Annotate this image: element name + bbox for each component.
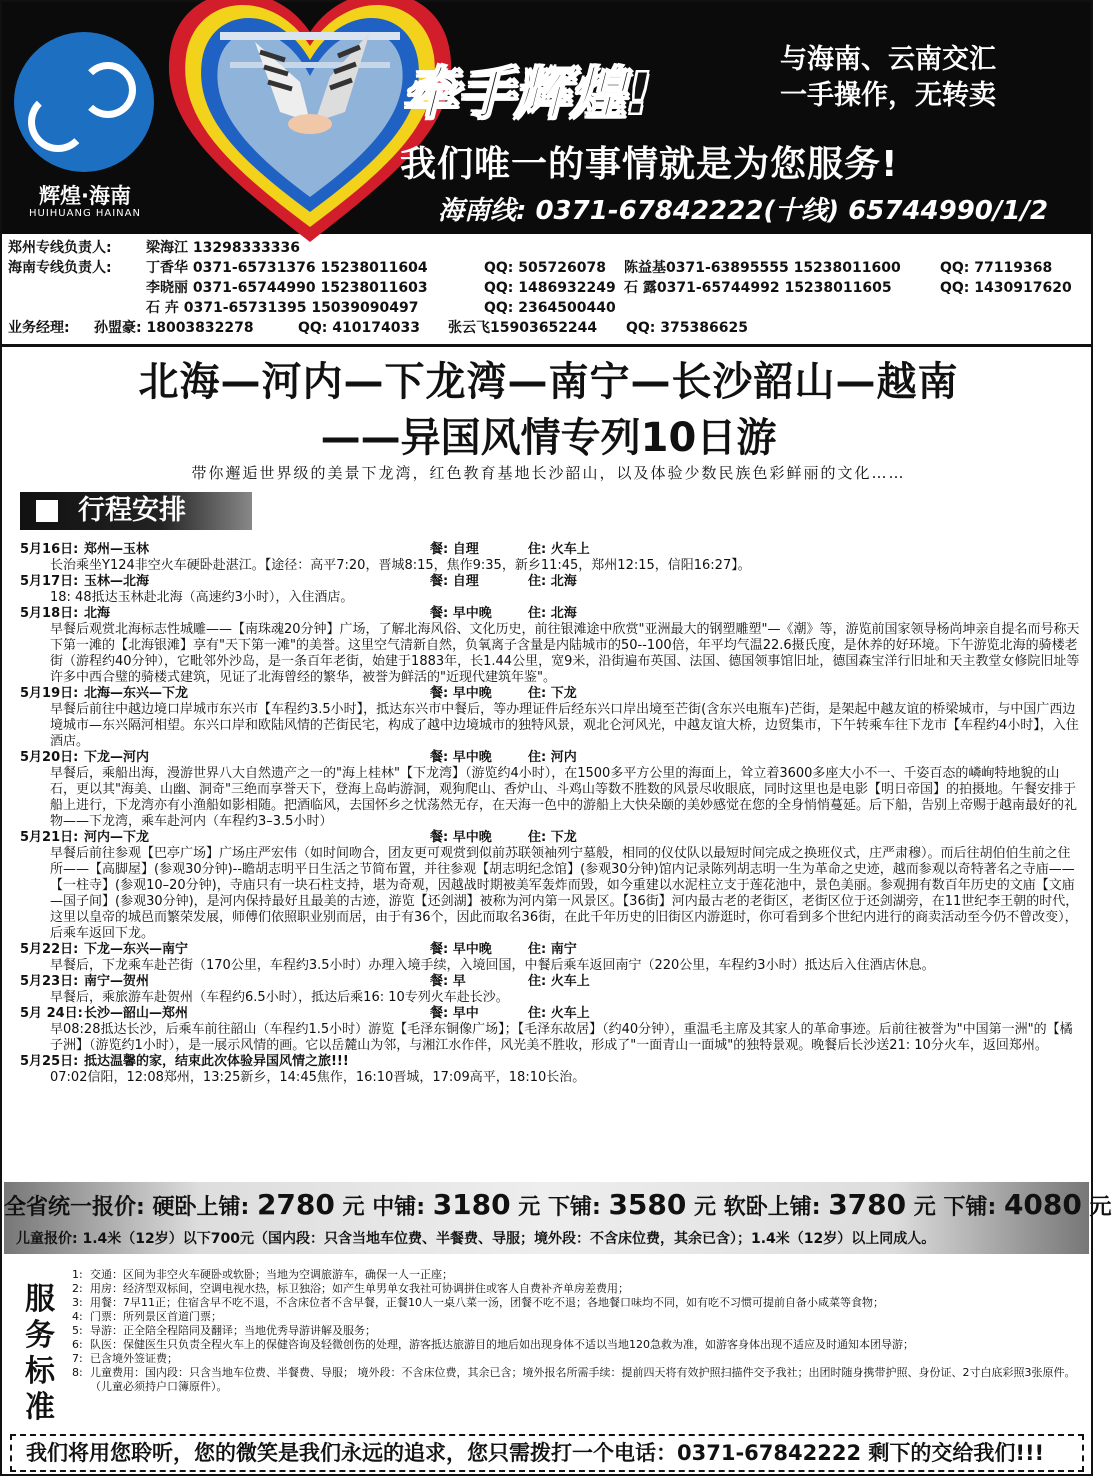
contact-person: 石 卉 0371-65731395 15039090497 — [146, 300, 419, 316]
itinerary-route: 北海—东兴—下龙 — [84, 686, 189, 701]
standard-item-number: 2: — [72, 1282, 83, 1295]
itinerary-meals: 餐: 早中 — [430, 1006, 479, 1021]
logo-subtext: HUIHUANG HAINAN — [29, 208, 141, 219]
service-standard-title — [20, 1282, 60, 1425]
itinerary-route: 郑州—玉林 — [84, 542, 150, 557]
itinerary-date: 5月16日: — [20, 542, 79, 557]
price-label: 元 下铺: — [518, 1195, 601, 1220]
tour-subtitle: ——异国风情专列10日游 — [320, 415, 777, 461]
contacts-block — [8, 238, 1088, 338]
itinerary-day — [20, 606, 1080, 686]
itinerary-stay: 住: 北海 — [528, 574, 577, 589]
itinerary-day-header — [20, 942, 1080, 958]
itinerary-description: 早餐后观赏北海标志性城雕——【南珠魂20分钟】广场，了解北海风俗、文化历史，前往银滩途中欣赏"亚洲最大的钢塑雕塑"—《潮》等，游览前国家领导杨尚坤亲自提名而号称天下第一滩的【北海银滩】享有"天下第一滩"的美誉。这里空气清新自然，负氧离子含量是内陆城市的50--100倍，年平均气温22.6摄氏度，是休养的好环境。下午游览北海的骑楼老街（游程约40分钟），它毗邻外沙岛，是一条百年老街，始建于1883年，长1.44公里，宽9米，沿街遍布英国、法国、德国领事馆旧址，德国森宝洋行旧址和天主教堂女修院旧址等许多中西合璧的骑楼式建筑，见证了北海曾经的繁华，被誉为鲜活的"近现代建筑年鉴"。 — [50, 622, 1080, 685]
service-standard-list — [72, 1268, 1082, 1394]
itinerary-meals: 餐: 自理 — [430, 574, 479, 589]
itinerary-day — [20, 542, 1080, 574]
standard-item — [72, 1282, 1082, 1296]
price-child: 儿童报价: 1.4米（12岁）以下700元（国内段：只含当地车位费、半餐费、导服；境外段：不含床位费，其余已含）；1.4米（12岁）以上同成人。 — [16, 1231, 936, 1247]
itinerary-date: 5月23日: — [20, 974, 79, 989]
price-label: 元 软卧上铺: — [694, 1195, 821, 1220]
standard-item-number: 7: — [72, 1352, 83, 1365]
itinerary-day — [20, 942, 1080, 974]
standard-item-text: 门票：所列景区首道门票； — [90, 1310, 222, 1323]
itinerary-description: 早餐后，乘旅游车赴贺州（车程约6.5小时），抵达后乘16: 10专列火车赴长沙。 — [50, 990, 509, 1005]
standard-item-text: 交通：区间为非空火车硬卧或软卧；当地为空调旅游车，确保一人一正座； — [90, 1268, 453, 1281]
tour-title: 北海—河内—下龙湾—南宁—长沙韶山—越南 — [138, 359, 959, 405]
itinerary-day-header — [20, 830, 1080, 846]
price-label: 元 — [1089, 1195, 1112, 1220]
itinerary-route: 玉林—北海 — [84, 574, 150, 589]
square-bullet-icon — [36, 500, 58, 522]
standard-item — [72, 1338, 1082, 1352]
price-label: 元 中铺: — [342, 1195, 426, 1220]
itinerary-date: 5月 24日: — [20, 1006, 83, 1021]
itinerary-route: 河内—下龙 — [84, 830, 150, 845]
contact-person: 孙盟豪: 18003832278 — [94, 320, 254, 336]
standard-char: 务 — [25, 1318, 55, 1353]
itinerary-day — [20, 1054, 1080, 1086]
itinerary-date: 5月17日: — [20, 574, 79, 589]
itinerary-day-header — [20, 1006, 1080, 1022]
itinerary-day — [20, 1006, 1080, 1054]
standard-item-text: 队医：保健医生只负责全程火车上的保健咨询及轻微创伤的处理，游客抵达旅游目的地后如出现身体不适以当地120急救为准，如游客身体出现不适应及时通知本团导游； — [90, 1338, 914, 1351]
standard-item-number: 5: — [72, 1324, 83, 1337]
itinerary-list — [20, 542, 1080, 1086]
contact-row — [8, 318, 1088, 338]
itinerary-date: 5月22日: — [20, 942, 79, 957]
logo-swirl-icon — [80, 62, 136, 118]
slogan-main: 牵手辉煌! — [402, 62, 652, 127]
standard-char: 准 — [25, 1390, 55, 1425]
price-band — [4, 1182, 1112, 1254]
standard-item-number: 3: — [72, 1296, 83, 1309]
itinerary-description: 07:02信阳，12:08郑州，13:25新乡，14:45焦作，16:10晋城，17:09高平，18:10长治。 — [50, 1070, 586, 1085]
itinerary-stay: 住: 下龙 — [528, 686, 577, 701]
itinerary-date: 5月21日: — [20, 830, 79, 845]
slogan-right-line-2: 一手操作，无转卖 — [780, 80, 996, 111]
contact-row — [8, 258, 1088, 278]
standard-item-number: 8: — [72, 1366, 83, 1379]
itinerary-meals: 餐: 早中晚 — [430, 606, 492, 621]
price-soft-lower: 4080 — [1003, 1188, 1082, 1221]
contact-qq: QQ: 77119368 — [940, 260, 1053, 276]
contact-value-zhengzhou: 梁海江 13298333336 — [146, 240, 301, 256]
standard-item — [72, 1268, 1082, 1282]
standard-item — [72, 1324, 1082, 1338]
itinerary-day-header — [20, 574, 1080, 590]
tour-intro: 带你邂逅世界级的美景下龙湾，红色教育基地长沙韶山，以及体验少数民族色彩鲜丽的文化…… — [191, 464, 906, 482]
itinerary-description: 早餐后，下龙乘车赴芒街（170公里，车程约3.5小时）办理入境手续，入境回国，中餐后乘车返回南宁（220公里，车程约3小时）抵达后入住酒店休息。 — [50, 958, 935, 973]
contact-label-hainan: 海南专线负责人: — [8, 260, 112, 276]
itinerary-description: 早餐后前往参观【巴亭广场】广场庄严宏伟（如时间吻合，团友更可观赏到似前苏联领袖列宁墓般，相同的仪仗队以最短时间完成之换班仪式，庄严肃穆）。而后往胡伯伯生前之住所——【高脚屋】(参观30分钟)--瞻胡志明平日生活之节简布置，并往参观【胡志明纪念馆】(参观30分钟)馆内记录陈列胡志明一生为革命之史迹，越而参观以奇特著名之寺庙——【一柱寺】(参观10–20分钟)，寺庙只有一块石柱支持，堪为奇观，因越战时期被美军轰炸而毁，如今重建以水泥柱立支于莲花池中，景色美丽。参观拥有数百年历史的文庙【文庙—国子间】(参观30分钟)，是河内保持最好且最美的古迹，游览【还剑湖】被称为河内第一风景区。【36街】河内最古老的老街区，老街区位于还剑湖旁，在11世纪李王朝的时代，这里以皇帝的城邑而繁荣发展，师傅们依照职业别而居，由于有36个，因此而取名36街，在此千年历史的旧街区内游逛时，你可看到多个世纪内进行的商卖活动至今仍不曾改变），后乘车返回下龙。 — [50, 846, 1079, 941]
itinerary-route: 长沙—韶山—郑州 — [84, 1006, 189, 1021]
company-logo — [10, 32, 160, 219]
contact-row — [8, 238, 1088, 258]
price-hard-upper: 2780 — [256, 1188, 335, 1221]
hotline-number: 海南线: 0371-67842222(十线) 65744990/1/2 — [438, 196, 1049, 226]
itinerary-day — [20, 974, 1080, 1006]
itinerary-meals: 餐: 早中晚 — [430, 750, 492, 765]
standard-item — [72, 1366, 1082, 1394]
itinerary-stay: 住: 火车上 — [528, 974, 590, 989]
slogan-right — [780, 42, 996, 114]
contact-label-manager: 业务经理: — [8, 320, 70, 336]
itinerary-stay: 住: 火车上 — [528, 1006, 590, 1021]
price-main — [4, 1188, 1112, 1221]
slogan-service: 我们唯一的事情就是为您服务! — [400, 144, 899, 185]
price-hard-lower: 3580 — [608, 1188, 687, 1221]
price-label: 全省统一报价: 硬卧上铺: — [4, 1195, 250, 1220]
itinerary-meals: 餐: 早中晚 — [430, 830, 492, 845]
standard-char: 服 — [25, 1282, 55, 1317]
contact-person: 陈益基0371-63895555 15238011600 — [624, 260, 901, 276]
itinerary-date: 5月25日: — [20, 1054, 79, 1069]
itinerary-description: 18: 48抵达玉林赴北海（高速约3小时），入住酒店。 — [50, 590, 354, 605]
standard-item-number: 6: — [72, 1338, 83, 1351]
price-label: 元 下铺: — [913, 1195, 997, 1220]
itinerary-stay: 住: 河内 — [528, 750, 577, 765]
itinerary-date: 5月19日: — [20, 686, 79, 701]
itinerary-route: 北海 — [84, 606, 111, 621]
itinerary-description: 早餐后，乘船出海，漫游世界八大自然遗产之一的"海上桂林"【下龙湾】（游览约4小时），在1500多平方公里的海面上，耸立着3600多座大小不一、千姿百态的嶙峋特地貌的山石，更以其"海美、山幽、洞奇"三绝而享誉天下，登海上岛屿游洞，观狗爬山、香炉山、斗鸡山等数不胜数的风景尽收眼底，同时这里也是电影【明日帝国】的拍摄地。午餐安排于船上进行，下龙湾亦有小渔船如影相随。把酒临风，去国怀乡之忧荡然无存，在天海一色中的游船上大快朵颐的美妙感觉在您的全身悄悄蔓延。后下船，告别上帝赐于越南最好的礼物——下龙湾，乘车赴河内（车程约3–3.5小时） — [50, 766, 1078, 829]
itinerary-stay: 住: 火车上 — [528, 542, 590, 557]
itinerary-stay: 住: 南宁 — [528, 942, 577, 957]
standard-item-text: 导游：正全陪全程陪同及翻译；当地优秀导游讲解及服务； — [90, 1324, 376, 1337]
contact-qq: QQ: 1486932249 — [484, 280, 616, 296]
standard-item — [72, 1352, 1082, 1366]
contact-qq: QQ: 410174033 — [298, 320, 420, 336]
logo-text: 辉煌·海南 — [39, 184, 131, 208]
itinerary-day-header — [20, 542, 1080, 558]
itinerary-meals: 餐: 早中晚 — [430, 942, 492, 957]
standard-char: 标 — [25, 1354, 55, 1389]
contact-qq: QQ: 375386625 — [626, 320, 748, 336]
itinerary-day-header — [20, 686, 1080, 702]
itinerary-day — [20, 830, 1080, 942]
contact-row — [8, 278, 1088, 298]
contact-qq: QQ: 505726078 — [484, 260, 606, 276]
divider — [2, 344, 1091, 347]
itinerary-date: 5月18日: — [20, 606, 79, 621]
itinerary-day-header — [20, 1054, 1080, 1070]
itinerary-day-header — [20, 974, 1080, 990]
contact-qq: QQ: 2364500440 — [484, 300, 616, 316]
contact-person: 丁香华 0371-65731376 15238011604 — [146, 260, 428, 276]
itinerary-route: 下龙—河内 — [84, 750, 150, 765]
itinerary-day-header — [20, 606, 1080, 622]
itinerary-meals: 餐: 自理 — [430, 542, 479, 557]
itinerary-description: 早08:28抵达长沙，后乘车前往韶山（车程约1.5小时）游览【毛泽东铜像广场】；【毛泽东故居】（约40分钟），重温毛主席及其家人的革命事迹。后前往被誉为"中国第一洲"的【橘子洲】（游览约1小时），是一展示风情的画。它以岳麓山为邻，与湘江水作伴，风光美不胜收，形成了"一面青山一面城"的独特景观。晚餐后长沙送21: 10分火车，返回郑州。 — [50, 1022, 1073, 1053]
standard-item-text: 用房：经济型双标间，空调电视水热，标卫独浴；如产生单男单女我社可协调拼住或客人自费补齐单房差费用； — [90, 1282, 629, 1295]
slogan-right-line-1: 与海南、云南交汇 — [780, 44, 996, 75]
price-hard-middle: 3180 — [432, 1188, 511, 1221]
section-heading-label: 行程安排 — [78, 495, 186, 526]
standard-item-text: 用餐：7早11正；住宿含早不吃不退，不含床位者不含早餐，正餐10人一桌八菜一汤，团餐不吃不退；各地餐口味均不同，如有吃不习惯可提前自备小咸菜等食物； — [90, 1296, 884, 1309]
section-heading-itinerary — [20, 492, 252, 530]
header-banner — [2, 2, 1091, 234]
contact-person: 张云飞15903652244 — [448, 320, 598, 336]
itinerary-description: 早餐后前往中越边境口岸城市东兴市【车程约3.5小时】，抵达东兴市中餐后，等办理证件后经东兴口岸出境至芒街(含东兴电瓶车)芒街，是架起中越友谊的桥梁城市，与中国广西边境城市—东兴隔河相望。东兴口岸和欧陆风情的芒街民宅，构成了越中边境城市的独特风景，观北仑河风光，中越友谊大桥，边贸集市，下午转乘车往下龙市【车程约4小时】，入住酒店。 — [50, 702, 1079, 749]
itinerary-day-header — [20, 750, 1080, 766]
itinerary-day — [20, 686, 1080, 750]
itinerary-day — [20, 750, 1080, 830]
itinerary-date: 5月20日: — [20, 750, 79, 765]
itinerary-route: 下龙—东兴—南宁 — [84, 942, 189, 957]
price-soft-upper: 3780 — [828, 1188, 907, 1221]
standard-item — [72, 1296, 1082, 1310]
itinerary-description: 长治乘坐Y124非空火车硬卧赴湛江。【途径：高平7:20，晋城8:15，焦作9:35，新乡11:45，郑州12:15，信阳16:27】。 — [50, 558, 751, 573]
itinerary-day — [20, 574, 1080, 606]
contact-label-zhengzhou: 郑州专线负责人: — [8, 240, 112, 256]
standard-item-number: 1: — [72, 1268, 83, 1281]
standard-item-text: 儿童费用：国内段：只含当地车位费、半餐费、导服； 境外段：不含床位费，其余已含；境外报名所需手续：提前四天将有效护照扫描件交予我社；出团时随身携带护照、身份证、2寸白底彩照3张原件。（儿童必须持户口簿原件）。 — [90, 1366, 1076, 1393]
contact-qq: QQ: 1430917620 — [940, 280, 1072, 296]
footer-slogan: 我们将用您聆听，您的微笑是我们永远的追求，您只需拨打一个电话：0371-67842222 剩下的交给我们!!! — [10, 1434, 1084, 1472]
standard-item-number: 4: — [72, 1310, 83, 1323]
itinerary-stay: 住: 下龙 — [528, 830, 577, 845]
itinerary-meals: 餐: 早 — [430, 974, 466, 989]
contact-person: 石 露0371-65744992 15238011605 — [624, 280, 892, 296]
standard-item-text: 已含境外签证费； — [90, 1352, 178, 1365]
contact-person: 李晓丽 0371-65744990 15238011603 — [146, 280, 428, 296]
logo-swirl-icon-2 — [28, 92, 88, 152]
standard-item — [72, 1310, 1082, 1324]
itinerary-meals: 餐: 早中晚 — [430, 686, 492, 701]
itinerary-stay: 住: 北海 — [528, 606, 577, 621]
itinerary-route: 南宁—贺州 — [84, 974, 150, 989]
contact-row — [8, 298, 1088, 318]
itinerary-route: 抵达温馨的家，结束此次体验异国风情之旅!!! — [84, 1054, 349, 1069]
